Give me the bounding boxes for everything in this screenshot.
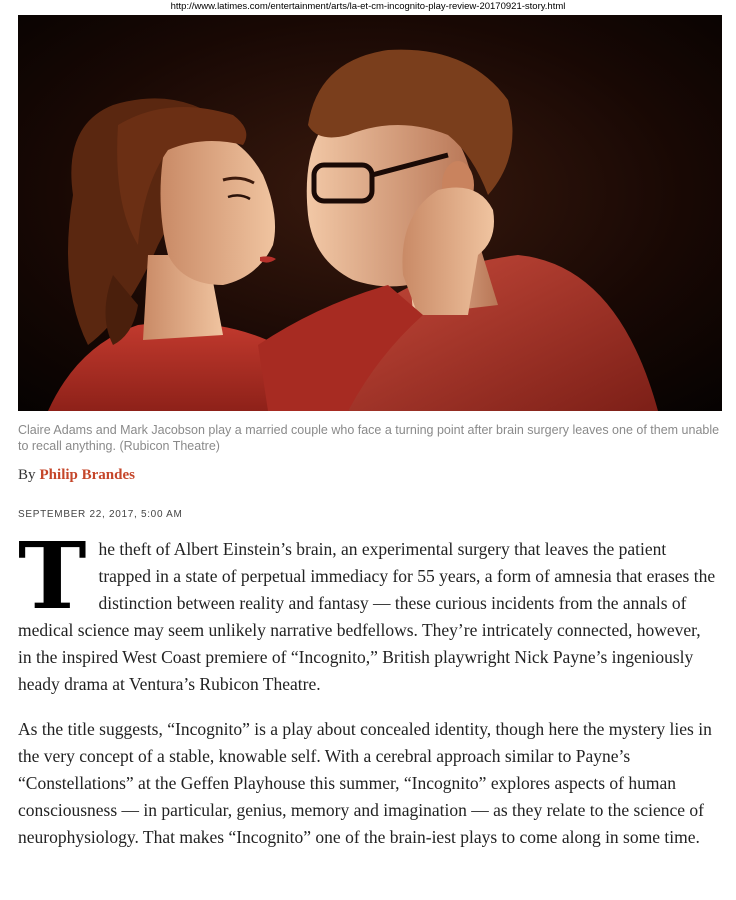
article-body — [18, 522, 718, 869]
article-paragraph-2: As the title suggests, “Incognito” is a play about concealed identity, though here the mystery lies in the very concept of a stable, knowable self. With a cerebral approach similar to Payne’s “Constellations” at the Geffen Playhouse this summer, “Incognito” explores aspects of human consciousness — in particular, genius, memory and imagination — as they relate to the science of neurophysiology. That makes “Incognito” one of the brain-iest plays to come along in some time. — [18, 719, 712, 847]
photo-caption: Claire Adams and Mark Jacobson play a married couple who face a turning point after brain surgery leaves one of them unable to recall anything. (Rubicon Theatre) — [18, 423, 720, 453]
article-paragraph-1 — [18, 522, 718, 698]
byline-prefix: By — [18, 467, 36, 483]
paragraph-1-text: he theft of Albert Einstein’s brain, an experimental surgery that leaves the patient trapped in a state of perpetual immediacy for 55 years, a form of amnesia that erases the distinction between reality and fantasy — these curious incidents from the annals of medical science may seem unlikely narrative bedfellows. They’re intricately connected, however, in the inspired West Coast premiere of “Incognito,” British playwright Nick Payne’s ingeniously heady drama at Ventura’s Rubicon Theatre. — [18, 539, 716, 694]
byline — [18, 467, 135, 484]
dropcap-letter: T — [18, 522, 87, 630]
dateline: SEPTEMBER 22, 2017, 5:00 AM — [18, 509, 183, 520]
page-url: http://www.latimes.com/entertainment/arts/la-et-cm-incognito-play-review-20170921-story.html — [170, 1, 566, 12]
stage-photo-illustration — [18, 15, 722, 411]
author-link[interactable]: Philip Brandes — [39, 467, 135, 483]
article-photo — [18, 15, 722, 411]
